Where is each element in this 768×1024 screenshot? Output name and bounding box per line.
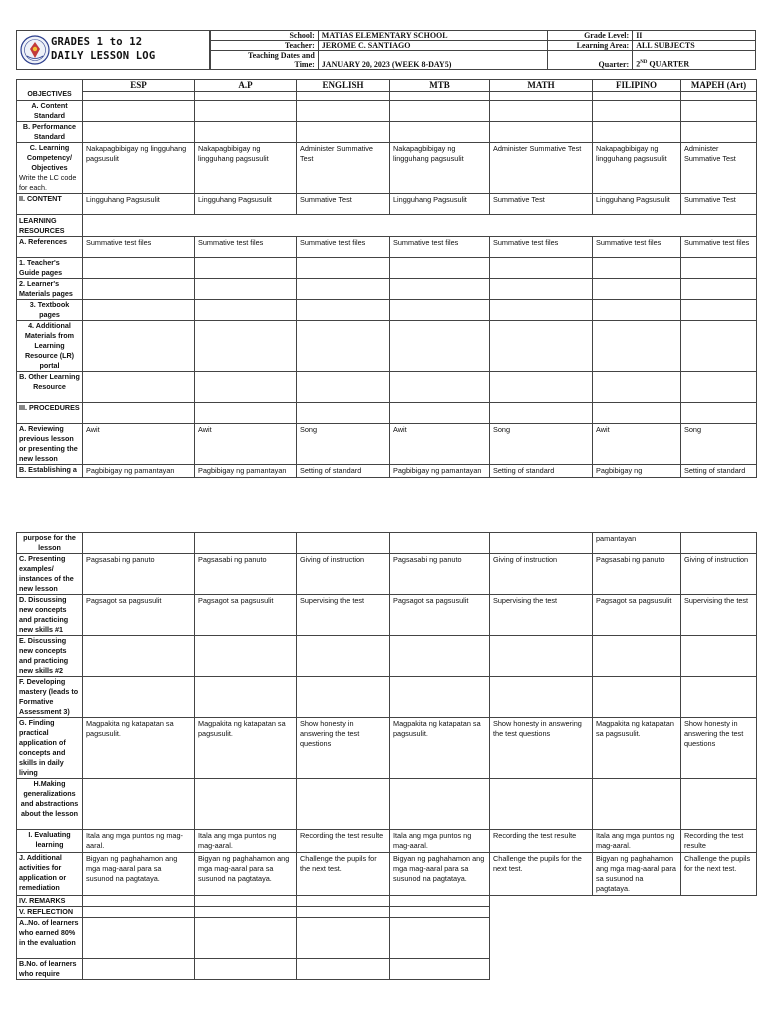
content-esp-cell: Lingguhang Pagsusulit [83, 194, 195, 215]
pres-mtb-cell: Pagsasabi ng panuto [390, 554, 490, 595]
disc1-mapeh-cell: Supervising the test [681, 595, 757, 636]
table-row [17, 896, 757, 907]
title-grades: GRADES 1 to 12 [51, 36, 143, 48]
lc-math-cell: Administer Summative Test [490, 143, 593, 194]
est-filipino-cell-part2: pamantayan [593, 533, 681, 554]
area-label: Learning Area: [548, 41, 633, 51]
quarter-suffix: ND [640, 60, 648, 66]
title-box [16, 30, 210, 70]
learning-competency-title: C. Learning Competency/ Objectives [26, 143, 73, 172]
find-filipino-cell: Magpakita ng katapatan sa pagsusulit. [593, 718, 681, 779]
table-row [17, 237, 757, 258]
quarter-label: Quarter: [548, 51, 633, 70]
eval-esp-cell: Itala ang mga puntos ng mag-aaral. [83, 830, 195, 853]
content-mapeh-cell: Summative Test [681, 194, 757, 215]
eval-math-cell: Recording the test resulte [490, 830, 593, 853]
eval-mapeh-cell: Recording the test resulte [681, 830, 757, 853]
add-esp-cell: Bigyan ng paghahamon ang mga mag-aaral para sa susunod na pagtataya. [83, 853, 195, 896]
add-mapeh-cell: Challenge the pupils for the next test. [681, 853, 757, 896]
disc1-math-cell: Supervising the test [490, 595, 593, 636]
page-two [0, 532, 768, 978]
est-english-cell: Setting of standard [297, 465, 390, 478]
teachers-guide-label: 1. Teacher's Guide pages [17, 258, 83, 279]
content-math-cell: Summative Test [490, 194, 593, 215]
remarks-label: IV. REMARKS [17, 896, 83, 907]
table-row [17, 918, 757, 959]
learners-80-label: A..No. of learners who earned 80% in the evaluation [17, 918, 83, 959]
table-row [17, 533, 757, 554]
area-value: ALL SUBJECTS [633, 41, 756, 51]
presenting-examples-label: C. Presenting examples/ instances of the new lesson [17, 554, 83, 595]
find-esp-cell: Magpakita ng katapatan sa pagsusulit. [83, 718, 195, 779]
learning-resources-label: LEARNING RESOURCES [17, 215, 83, 237]
page-one [0, 0, 768, 480]
school-value: MATIAS ELEMENTARY SCHOOL [318, 31, 548, 41]
ref-mapeh-cell: Summative test files [681, 237, 757, 258]
rev-filipino-cell: Awit [593, 424, 681, 465]
mapeh-header: MAPEH (Art) [681, 80, 757, 92]
evaluating-label: I. Evaluating learning [17, 830, 83, 853]
table-row [17, 554, 757, 595]
column-header-row [17, 80, 757, 92]
add-ap-cell: Bigyan ng paghahamon ang mga mag-aaral para sa susunod na pagtataya. [195, 853, 297, 896]
find-mapeh-cell: Show honesty in answering the test questions [681, 718, 757, 779]
table-row [17, 636, 757, 677]
teacher-label: Teacher: [211, 41, 319, 51]
eval-english-cell: Recording the test resulte [297, 830, 390, 853]
lesson-log-table-page1 [16, 79, 757, 478]
table-row [17, 718, 757, 779]
table-row [17, 122, 757, 143]
title-daily-lesson-log: DAILY LESSON LOG [51, 50, 156, 62]
find-english-cell: Show honesty in answering the test questions [297, 718, 390, 779]
rev-mapeh-cell: Song [681, 424, 757, 465]
table-row [17, 424, 757, 465]
ref-mtb-cell: Summative test files [390, 237, 490, 258]
grade-label: Grade Level: [548, 31, 633, 41]
table-row [17, 907, 757, 918]
establishing-label-part2: purpose for the lesson [17, 533, 83, 554]
mtb-header: MTB [390, 80, 490, 92]
add-filipino-cell: Bigyan ng paghahamon ang mga mag-aaral para sa susunod na pagtataya. [593, 853, 681, 896]
math-header: MATH [490, 80, 593, 92]
discussing-2-label: E. Discussing new concepts and practicing new skills #2 [17, 636, 83, 677]
find-mtb-cell: Magpakita ng katapatan sa pagsusulit. [390, 718, 490, 779]
dates-label-line1: Teaching Dates and [247, 51, 315, 60]
school-label: School: [211, 31, 319, 41]
eval-ap-cell: Itala ang mga puntos ng mag-aaral. [195, 830, 297, 853]
content-english-cell: Summative Test [297, 194, 390, 215]
pres-english-cell: Giving of instruction [297, 554, 390, 595]
table-row [17, 258, 757, 279]
table-row [17, 779, 757, 830]
rev-esp-cell: Awit [83, 424, 195, 465]
generalizations-label: H.Making generalizations and abstractions about the lesson [17, 779, 83, 830]
learners-require-label: B.No. of learners who require [17, 959, 83, 980]
add-english-cell: Challenge the pupils for the next test. [297, 853, 390, 896]
pres-esp-cell: Pagsasabi ng panuto [83, 554, 195, 595]
est-esp-cell: Pagbibigay ng pamantayan [83, 465, 195, 478]
rev-english-cell: Song [297, 424, 390, 465]
table-row [17, 321, 757, 372]
est-mtb-cell: Pagbibigay ng pamantayan [390, 465, 490, 478]
objectives-header: OBJECTIVES [17, 80, 83, 101]
ref-english-cell: Summative test files [297, 237, 390, 258]
procedures-label: III. PROCEDURES [17, 403, 83, 424]
quarter-word: QUARTER [649, 60, 690, 69]
lc-english-cell: Administer Summative Test [297, 143, 390, 194]
table-row [17, 372, 757, 403]
disc1-english-cell: Supervising the test [297, 595, 390, 636]
lc-mtb-cell: Nakapagbibigay ng lingguhang pagsusulit [390, 143, 490, 194]
developing-mastery-label: F. Developing mastery (leads to Formative Assessment 3) [17, 677, 83, 718]
learning-competency-note: Write the LC code for each. [19, 173, 77, 192]
table-row [17, 853, 757, 896]
discussing-1-label: D. Discussing new concepts and practicing new skills #1 [17, 595, 83, 636]
textbook-label: 3. Textbook pages [17, 300, 83, 321]
content-ap-cell: Lingguhang Pagsusulit [195, 194, 297, 215]
content-mtb-cell: Lingguhang Pagsusulit [390, 194, 490, 215]
est-filipino-cell-part1: Pagbibigay ng [593, 465, 681, 478]
est-ap-cell: Pagbibigay ng pamantayan [195, 465, 297, 478]
eval-filipino-cell: Itala ang mga puntos ng mag-aaral. [593, 830, 681, 853]
document-header [16, 30, 756, 70]
lesson-log-table-page2 [16, 532, 757, 980]
pres-math-cell: Giving of instruction [490, 554, 593, 595]
deped-seal-icon [20, 34, 50, 66]
quarter-value [633, 51, 756, 70]
est-mapeh-cell: Setting of standard [681, 465, 757, 478]
table-row [17, 300, 757, 321]
content-label: II. CONTENT [17, 194, 83, 215]
find-math-cell: Show honesty in answering the test questions [490, 718, 593, 779]
eval-mtb-cell: Itala ang mga puntos ng mag-aaral. [390, 830, 490, 853]
additional-activities-label: J. Additional activities for application or remediation [17, 853, 83, 896]
rev-mtb-cell: Awit [390, 424, 490, 465]
lc-ap-cell: Nakapagbibigay ng lingguhang pagsusulit [195, 143, 297, 194]
lc-mapeh-cell: Administer Summative Test [681, 143, 757, 194]
table-row [17, 465, 757, 478]
est-math-cell: Setting of standard [490, 465, 593, 478]
ref-esp-cell: Summative test files [83, 237, 195, 258]
disc1-mtb-cell: Pagsagot sa pagsusulit [390, 595, 490, 636]
establishing-label-part1: B. Establishing a [17, 465, 83, 478]
rev-ap-cell: Awit [195, 424, 297, 465]
disc1-esp-cell: Pagsagot sa pagsusulit [83, 595, 195, 636]
ref-math-cell: Summative test files [490, 237, 593, 258]
content-standard-label: A. Content Standard [17, 101, 83, 122]
english-header: ENGLISH [297, 80, 390, 92]
teacher-value: JEROME C. SANTIAGO [318, 41, 548, 51]
find-ap-cell: Magpakita ng katapatan sa pagsusulit. [195, 718, 297, 779]
table-row [17, 403, 757, 424]
learning-competency-label [17, 143, 83, 194]
ap-header: A.P [195, 80, 297, 92]
esp-header: ESP [83, 80, 195, 92]
content-filipino-cell: Lingguhang Pagsusulit [593, 194, 681, 215]
ref-ap-cell: Summative test files [195, 237, 297, 258]
grade-value: II [633, 31, 756, 41]
add-math-cell: Challenge the pupils for the next test. [490, 853, 593, 896]
pres-filipino-cell: Pagsasabi ng panuto [593, 554, 681, 595]
references-label: A. References [17, 237, 83, 258]
dates-value: JANUARY 20, 2023 (WEEK 8-DAY5) [318, 51, 548, 70]
reviewing-label: A. Reviewing previous lesson or presenting the new lesson [17, 424, 83, 465]
table-row [17, 677, 757, 718]
table-row [17, 215, 757, 237]
performance-standard-label: B. Performance Standard [17, 122, 83, 143]
dates-label [211, 51, 319, 70]
dates-label-line2: Time: [294, 60, 315, 69]
quarter-number: 2 [636, 60, 641, 69]
add-mtb-cell: Bigyan ng paghahamon ang mga mag-aaral para sa susunod na pagtataya. [390, 853, 490, 896]
ref-filipino-cell: Summative test files [593, 237, 681, 258]
table-row [17, 194, 757, 215]
learners-materials-label: 2. Learner's Materials pages [17, 279, 83, 300]
table-row [17, 595, 757, 636]
school-info-table [210, 30, 756, 70]
other-resources-label: B. Other Learning Resource [17, 372, 83, 403]
table-row [17, 279, 757, 300]
table-row [17, 143, 757, 194]
disc1-ap-cell: Pagsagot sa pagsusulit [195, 595, 297, 636]
disc1-filipino-cell: Pagsagot sa pagsusulit [593, 595, 681, 636]
lc-filipino-cell: Nakapagbibigay ng lingguhang pagsusulit [593, 143, 681, 194]
table-row [17, 959, 757, 980]
reflection-label: V. REFLECTION [17, 907, 83, 918]
finding-application-label: G. Finding practical application of concepts and skills in daily living [17, 718, 83, 779]
additional-materials-label: 4. Additional Materials from Learning Resource (LR) portal [17, 321, 83, 372]
filipino-header: FILIPINO [593, 80, 681, 92]
table-row [17, 830, 757, 853]
pres-ap-cell: Pagsasabi ng panuto [195, 554, 297, 595]
table-row [17, 101, 757, 122]
pres-mapeh-cell: Giving of instruction [681, 554, 757, 595]
rev-math-cell: Song [490, 424, 593, 465]
header-spacer-row [17, 92, 757, 101]
lc-esp-cell: Nakapagbibigay ng lingguhang pagsusulit [83, 143, 195, 194]
